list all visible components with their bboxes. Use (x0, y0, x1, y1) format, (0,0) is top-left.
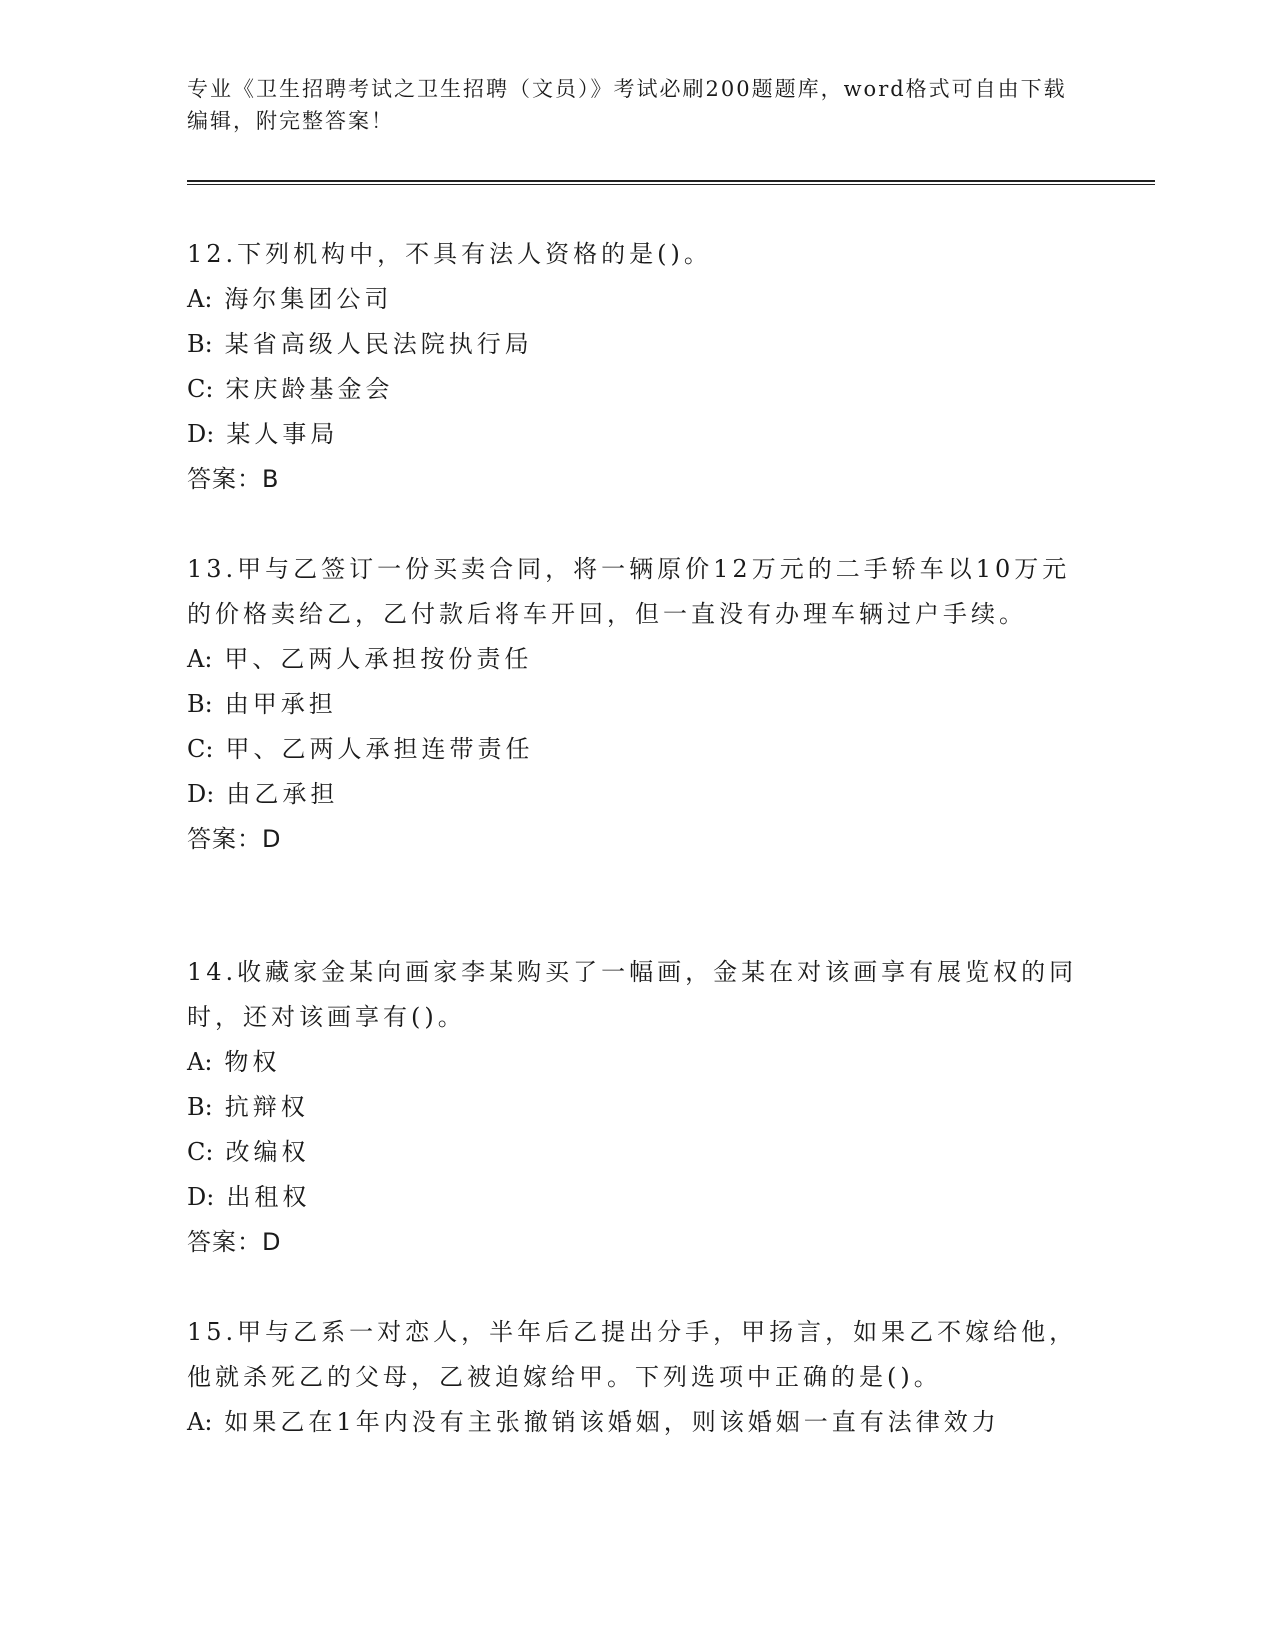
option-text: 甲、乙两人承担连带责任 (225, 735, 534, 763)
option-b (187, 1085, 1087, 1130)
option-letter: B: (187, 330, 213, 358)
option-text: 某省高级人民法院执行局 (224, 330, 533, 358)
option-a (187, 1400, 1087, 1445)
answer-label: 答案：B (187, 465, 280, 493)
question-13 (187, 547, 1087, 862)
option-d (187, 772, 1087, 817)
option-text: 物权 (224, 1048, 281, 1076)
option-a (187, 1040, 1087, 1085)
header-divider-thin (187, 184, 1155, 185)
option-d (187, 412, 1087, 457)
answer-label: 答案：D (187, 1228, 282, 1256)
option-text: 海尔集团公司 (224, 285, 393, 313)
option-text: 某人事局 (226, 420, 339, 448)
option-b (187, 682, 1087, 727)
question-12 (187, 232, 1087, 502)
answer-label: 答案：D (187, 825, 282, 853)
option-letter: D: (187, 780, 215, 808)
header-divider (187, 180, 1155, 182)
question-stem: 12.下列机构中，不具有法人资格的是()。 (187, 240, 712, 268)
option-letter: A: (187, 1408, 213, 1436)
option-letter: D: (187, 1183, 215, 1211)
option-text: 如果乙在1年内没有主张撤销该婚姻，则该婚姻一直有法律效力 (224, 1408, 1000, 1436)
option-d (187, 1175, 1087, 1220)
option-a (187, 277, 1087, 322)
option-text: 由乙承担 (226, 780, 339, 808)
option-letter: B: (187, 1093, 213, 1121)
option-text: 出租权 (226, 1183, 311, 1211)
option-c (187, 727, 1087, 772)
option-c (187, 1130, 1087, 1175)
document-header: 专业《卫生招聘考试之卫生招聘（文员）》考试必刷200题题库，word格式可自由下载编辑，附完整答案！ (187, 77, 1067, 133)
option-c (187, 367, 1087, 412)
option-a (187, 637, 1087, 682)
question-stem: 13.甲与乙签订一份买卖合同，将一辆原价12万元的二手轿车以10万元的价格卖给乙，乙付款后将车开回，但一直没有办理车辆过户手续。 (187, 555, 1071, 628)
option-letter: A: (187, 285, 213, 313)
option-text: 抗辩权 (224, 1093, 309, 1121)
option-letter: B: (187, 690, 213, 718)
option-text: 由甲承担 (224, 690, 337, 718)
option-letter: A: (187, 1048, 213, 1076)
option-letter: C: (187, 1138, 214, 1166)
option-text: 宋庆龄基金会 (225, 375, 394, 403)
question-stem: 14.收藏家金某向画家李某购买了一幅画，金某在对该画享有展览权的同时，还对该画享有()。 (187, 958, 1078, 1031)
question-14 (187, 950, 1087, 1265)
question-15 (187, 1310, 1087, 1445)
option-letter: C: (187, 735, 214, 763)
option-letter: D: (187, 420, 215, 448)
option-letter: A: (187, 645, 213, 673)
option-letter: C: (187, 375, 214, 403)
question-stem: 15.甲与乙系一对恋人，半年后乙提出分手，甲扬言，如果乙不嫁给他，他就杀死乙的父母，乙被迫嫁给甲。下列选项中正确的是()。 (187, 1318, 1078, 1391)
option-text: 改编权 (225, 1138, 310, 1166)
option-text: 甲、乙两人承担按份责任 (224, 645, 533, 673)
option-b (187, 322, 1087, 367)
